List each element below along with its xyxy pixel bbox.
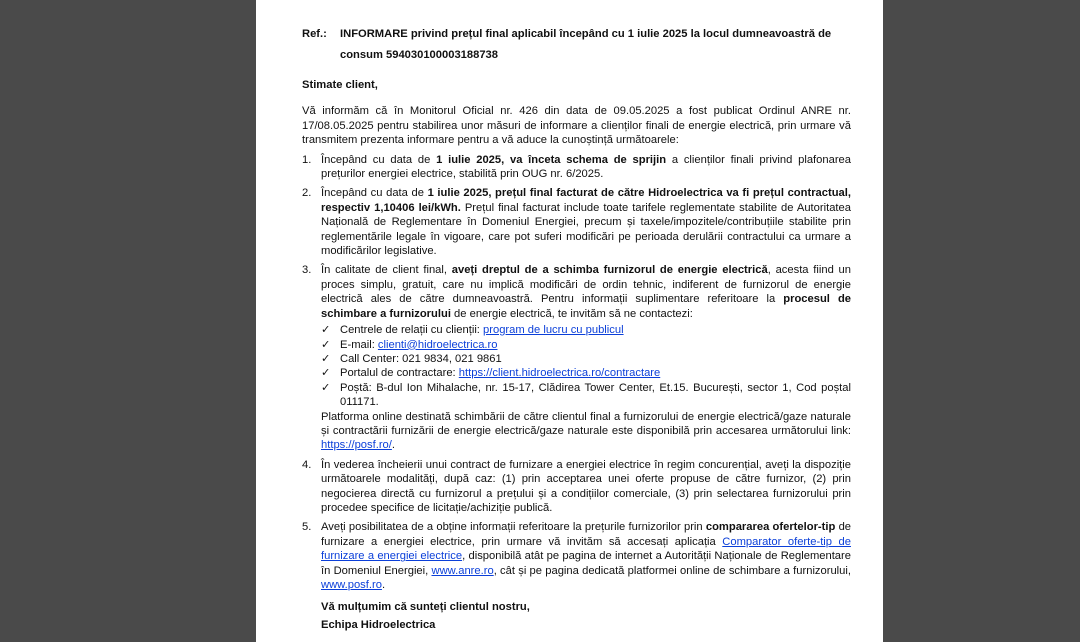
item-text: de furnizare a energiei electrice, prin urmare vă invităm să accesați aplicația	[321, 521, 852, 548]
item-bold: procesul de schimbare a furnizorului	[321, 293, 851, 320]
email-link[interactable]: clienti@hidroelectrica.ro	[377, 338, 498, 351]
item-text: a clienților finali privind plafonarea prețurilor energiei electrice, stabilită prin OUG nr. 6/2025.	[321, 153, 851, 181]
check-icon: ✓	[321, 338, 331, 351]
contact-item-portal	[321, 366, 851, 380]
item-number: 3.	[302, 264, 312, 277]
anre-link[interactable]: www.anre.ro	[431, 564, 494, 577]
item-text: .	[381, 579, 386, 591]
check-icon: ✓	[321, 381, 331, 394]
item-text: , disponibilă atât pe pagina de internet a Autorității Naționale de Reglementare în Domeniul Energiei,	[321, 550, 851, 577]
ref-subject: INFORMARE privind prețul final aplicabil începând cu 1 iulie 2025 la locul dumneavoastră de consum 594030100003188738	[340, 28, 832, 61]
info-list	[302, 153, 851, 593]
closing-thanks: Vă mulțumim că sunteți clientul nostru,	[321, 601, 530, 614]
list-item-2	[302, 186, 851, 258]
check-icon: ✓	[321, 352, 331, 365]
item-text: În calitate de client final,	[321, 264, 452, 277]
contact-label: E-mail:	[340, 338, 378, 351]
item-number: 4.	[302, 458, 312, 471]
list-item-4	[302, 458, 851, 516]
reference-line	[302, 24, 851, 66]
item-bold: aveți dreptul de a schimba furnizorul de energie electrică	[451, 264, 768, 277]
item-text: , cât și pe pagina dedicată platformei online de schimbare a furnizorului,	[493, 564, 851, 577]
contact-label: Call Center: 021 9834, 021 9861	[340, 352, 502, 365]
portal-link[interactable]: https://client.hidroelectrica.ro/contractare	[458, 367, 661, 380]
check-icon: ✓	[321, 324, 331, 337]
posf-link[interactable]: https://posf.ro/	[321, 439, 392, 452]
item-number: 5.	[302, 521, 312, 534]
document-page	[256, 0, 883, 642]
closing-signature: Echipa Hidroelectrica	[321, 619, 436, 632]
item-text: , acesta fiind un proces simplu, gratuit, care nu implică modificări de ordin tehnic, indiferent de furnizorul de energie electrică ales de către dumneavoastră. Pentru informații suplimentare referitoare la	[321, 264, 852, 306]
check-icon: ✓	[321, 367, 331, 380]
closing-block	[321, 598, 851, 634]
schedule-link[interactable]: program de lucru cu publicul	[483, 324, 624, 337]
letter-content	[302, 24, 851, 634]
item-number: 2.	[302, 187, 312, 200]
list-item-1	[302, 153, 851, 182]
comparator-link[interactable]: Comparator oferte-tip de furnizare a energiei electrice	[321, 535, 851, 563]
contact-list	[321, 323, 851, 409]
platform-end: .	[391, 439, 395, 452]
list-item-3	[302, 263, 851, 452]
item-number: 1.	[302, 153, 312, 166]
greeting: Stimate client,	[302, 79, 378, 91]
list-item-5	[302, 520, 851, 592]
item-bold: 1 iulie 2025, prețul final facturat de către Hidroelectrica va fi prețul contractual, respectiv 1,10406 lei/kWh.	[321, 187, 851, 214]
contact-label: Centrele de relații cu clienții:	[340, 324, 484, 337]
item-bold: compararea ofertelor-tip	[705, 521, 836, 534]
item-text: Începând cu data de	[321, 187, 428, 200]
item-text: În vederea încheierii unui contract de furnizare a energiei electrice în regim concurențial, aveți la dispoziție următoarele modalități, după caz: (1) prin acceptarea unei oferte propuse de către furnizor, (2) prin negocierea directă cu furnizorul a prețului și a condițiilor comerciale, (3) prin selectarea furnizorului prin procedee specifice de licitație/achiziție publică.	[321, 458, 851, 514]
contact-item-callcenter	[321, 352, 851, 366]
item-bold: 1 iulie 2025, va înceta schema de sprijin	[436, 153, 667, 166]
intro-paragraph: Vă informăm că în Monitorul Oficial nr. 426 din data de 09.05.2025 a fost publicat Ordinul ANRE nr. 17/08.05.2025 pentru stabilirea unor măsuri de informare a clienților finali de energie electrică, prin urmare vă transmitem prezenta informare pentru a vă aduce la cunoștință următoarele:	[302, 105, 851, 147]
contact-label: Poștă: B-dul Ion Mihalache, nr. 15-17, Clădirea Tower Center, Et.15. București, sector 1, Cod poștal 011171.	[340, 381, 851, 409]
contact-item-centers	[321, 323, 851, 337]
contact-item-email	[321, 338, 851, 352]
item-text: Aveți posibilitatea de a obține informații referitoare la prețurile furnizorilor prin	[321, 521, 706, 534]
item-text: Prețul final facturat include toate tarifele reglementate stabilite de Autoritatea Națională de Reglementare în Domeniul Energiei, precum și taxele/impozitele/contribuțiile stabilite prin reglementările legale în vigoare, care pot suferi modificări pe perioada derulării contractului ca urmare a modificărilor legislative.	[321, 201, 851, 258]
contact-label: Portalul de contractare:	[340, 367, 459, 380]
item-text: Începând cu data de	[321, 153, 437, 166]
platform-text: Platforma online destinată schimbării de către clientul final a furnizorului de energie electrică/gaze naturale și contractării furnizării de energie electrică/gaze naturale este disponibilă prin accesarea următorului link:	[321, 410, 851, 437]
ref-label: Ref.:	[302, 28, 327, 40]
posf-site-link[interactable]: www.posf.ro	[321, 579, 382, 591]
contact-item-post	[321, 381, 851, 410]
item-text: de energie electrică, te invităm să ne contactezi:	[450, 307, 693, 320]
